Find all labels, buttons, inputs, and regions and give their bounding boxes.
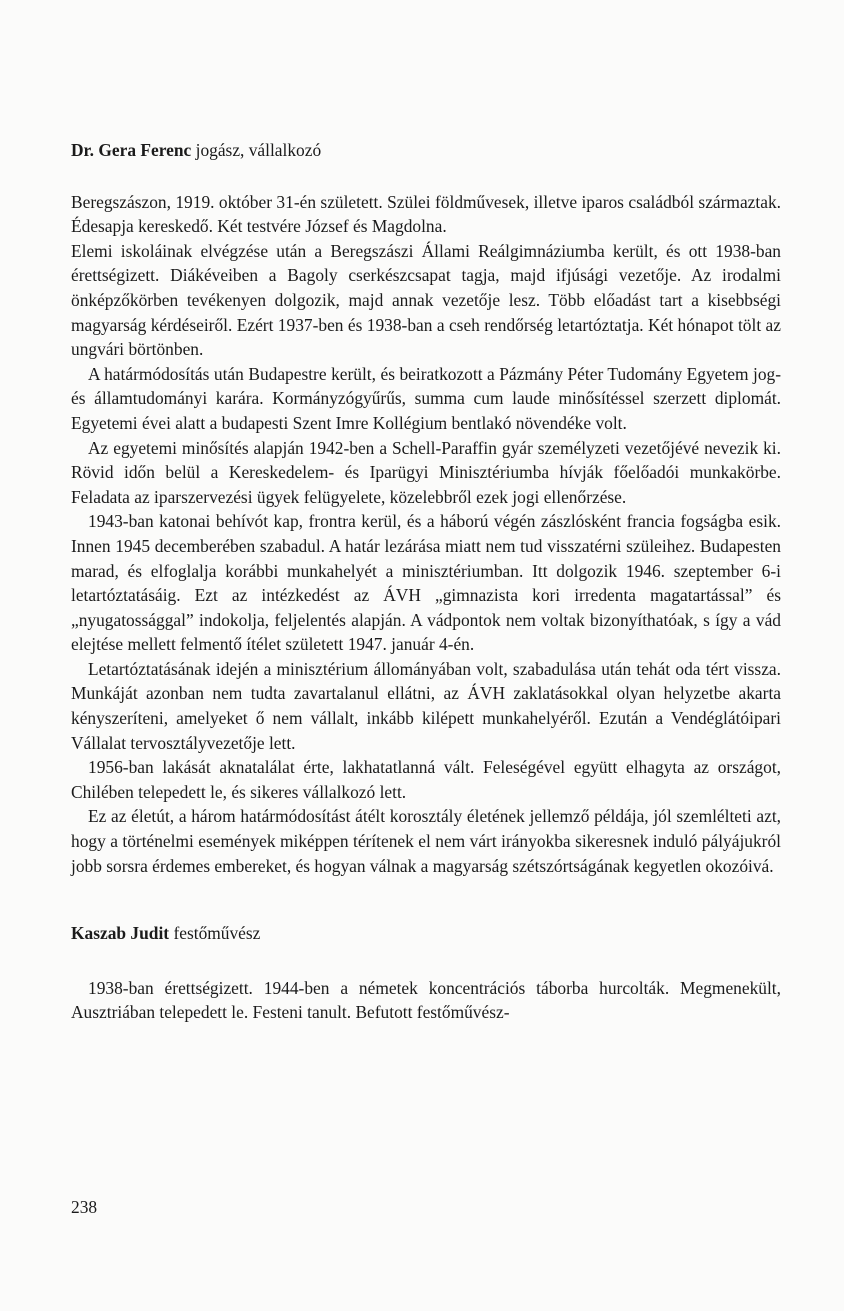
paragraph: Ez az életút, a három határmódosítást átélt korosztály életének jellemző példája, jól szemlélteti azt, hogy a történelmi események miképpen térítenek el nem várt irányokba sikeresnek induló pályájukról jobb sorsra érdemes embereket, és hogyan válnak a magyarság szétszórtságának kegyetlen okozóivá. — [71, 806, 781, 876]
paragraph: 1943-ban katonai behívót kap, frontra kerül, és a háború végén zászlósként francia fogságba esik. Innen 1945 decemberében szabadul. A határ lezárása miatt nem tud visszatérni szüleihez. Budapesten marad, és elfoglalja korábbi munkahelyét a minisztériumban. Itt dolgozik 1946. szeptember 6-i letartóztatásáig. Ezt az intézkedést az ÁVH „gimnazista kori irredenta magatartással” és „nyugatossággal” indokolja, feljelentés alapján. A vádpontok nem voltak bizonyíthatóak, s így a vád elejtése mellett felmentő ítélet született 1947. január 4-én. — [71, 511, 781, 655]
paragraph: 1956-ban lakását aknatalálat érte, lakhatatlanná vált. Feleségével együtt elhagyta az országot, Chilében telepedett le, és sikeres vállalkozó lett. — [71, 757, 781, 802]
paragraph: A határmódosítás után Budapestre került, és beiratkozott a Pázmány Péter Tudomány Egyetem jog- és államtudományi karára. Kormányzógyűrűs, summa cum laude minősítéssel szerzett diplomát. Egyetemi évei alatt a budapesti Szent Imre Kollégium bentlakó növendéke volt. — [71, 363, 781, 433]
entry-body-kaszab — [71, 976, 781, 1025]
paragraph: Beregszászon, 1919. október 31-én született. Szülei földművesek, illetve iparos családból származtak. Édesapja kereskedő. Két testvére József és Magdolna. — [71, 191, 781, 237]
entry-role: jogász, vállalkozó — [195, 140, 322, 160]
paragraph: Az egyetemi minősítés alapján 1942-ben a Schell-Paraffin gyár személyzeti vezetőjévé nevezik ki. Rövid időn belül a Kereskedelem- és Iparügyi Minisztériumba hívják főelőadói munkakörbe. Feladata az iparszervezési ügyek felügyelete, közelebbről ezek jogi ellenőrzése. — [71, 437, 781, 507]
entry-name: Dr. Gera Ferenc — [71, 140, 192, 160]
entry-role: festőművész — [173, 923, 261, 944]
entry-heading-gera — [71, 138, 781, 163]
page-number: 238 — [71, 1197, 98, 1217]
page-text — [71, 138, 781, 1025]
paragraph: Elemi iskoláinak elvégzése után a Beregszászi Állami Reálgimnáziumba került, és ott 1938-ban érettségizett. Diákéveiben a Bagoly cserkészcsapat tagja, majd ifjúsági vezetője. Az irodalmi önképzőkörben tevékenyen dolgozik, majd annak vezetője lesz. Több előadást tart a kisebbségi magyarság kérdéseiről. Ezért 1937-ben és 1938-ban a cseh rendőrség letartóztatja. Két hónapot tölt az ungvári börtönben. — [71, 240, 781, 360]
entry-name: Kaszab Judit — [71, 923, 170, 944]
paragraph: 1938-ban érettségizett. 1944-ben a németek koncentrációs táborba hurcolták. Megmenekült, Ausztriában telepedett le. Festeni tanult. Befutott festőművész- — [71, 977, 781, 1023]
paragraph: Letartóztatásának idején a minisztérium állományában volt, szabadulása után tehát oda tért vissza. Munkáját azonban nem tudta zavartalanul ellátni, az ÁVH zaklatásokkal olyan helyzetbe akarta kényszeríteni, amelyeket ő nem vállalt, inkább kilépett munkahelyéről. Ezután a Vendéglátóipari Vállalat tervosztályvezetője lett. — [71, 658, 781, 753]
entry-heading-kaszab — [71, 921, 781, 946]
entry-body-gera — [71, 190, 781, 879]
